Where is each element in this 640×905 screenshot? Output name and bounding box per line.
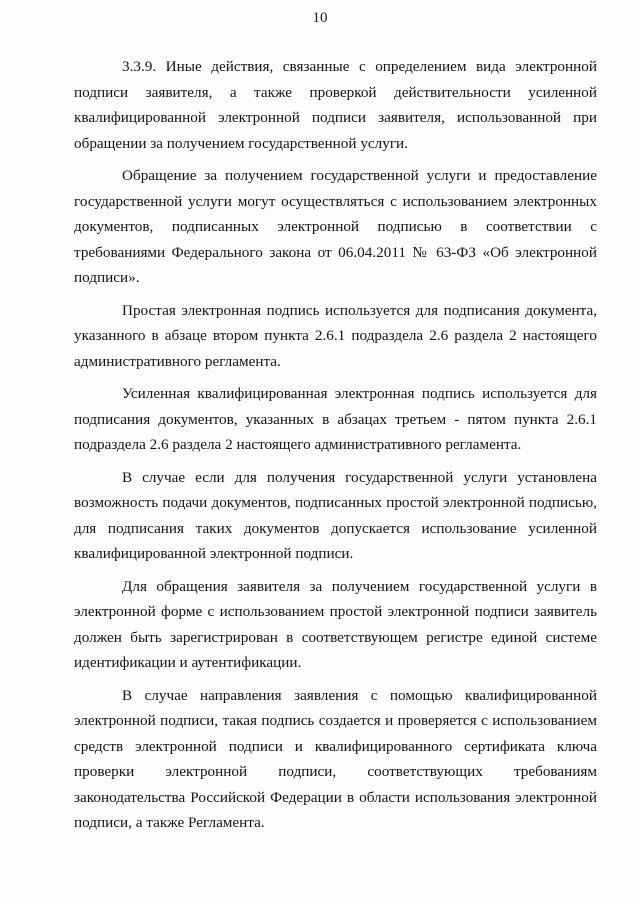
paragraph-simple-signature-option: В случае если для получения государственной услуги установлена возможность подачи документов, подписанных простой электронной подписью, для подписания таких документов допускается использование усиленной квалифицированной электронной подписи. (74, 468, 597, 562)
paragraph-3-3-9: 3.3.9. Иные действия, связанные с определением вида электронной подписи заявителя, а также проверкой действительности усиленной квалифицированной электронной подписи заявителя, использованной при обращении за получением государственной услуги. (74, 58, 597, 152)
paragraph-simple-signature: Простая электронная подпись используется для подписания документа, указанного в абзаце втором пункта 2.6.1 подраздела 2.6 раздела 2 настоящего административного регламента. (74, 301, 597, 370)
document-body (74, 54, 597, 836)
paragraph-registration: Для обращения заявителя за получением государственной услуги в электронной форме с использованием простой электронной подписи заявитель должен быть зарегистрирован в соответствующем регистре единой системе идентификации и аутентификации. (74, 577, 597, 671)
paragraph-qualified-certificate: В случае направления заявления с помощью квалифицированной электронной подписи, такая подпись создается и проверяется с использованием средств электронной подписи и квалифицированного сертификата ключа проверки электронной подписи, соответствующих требованиям законодательства Российской Федерации в области использования электронной подписи, а также Регламента. (74, 686, 597, 831)
page-number: 10 (312, 10, 328, 26)
paragraph-qualified-signature: Усиленная квалифицированная электронная подпись используется для подписания документов, указанных в абзацах третьем - пятом пункта 2.6.1 подраздела 2.6 раздела 2 настоящего административного регламента. (74, 385, 597, 453)
paragraph-electronic-documents: Обращение за получением государственной услуги и предоставление государственной услуги могут осуществляться с использованием электронных документов, подписанных электронной подписью в соответствии с требованиями Федерального закона от 06.04.2011 № 63-ФЗ «Об электронной подписи». (74, 167, 597, 286)
